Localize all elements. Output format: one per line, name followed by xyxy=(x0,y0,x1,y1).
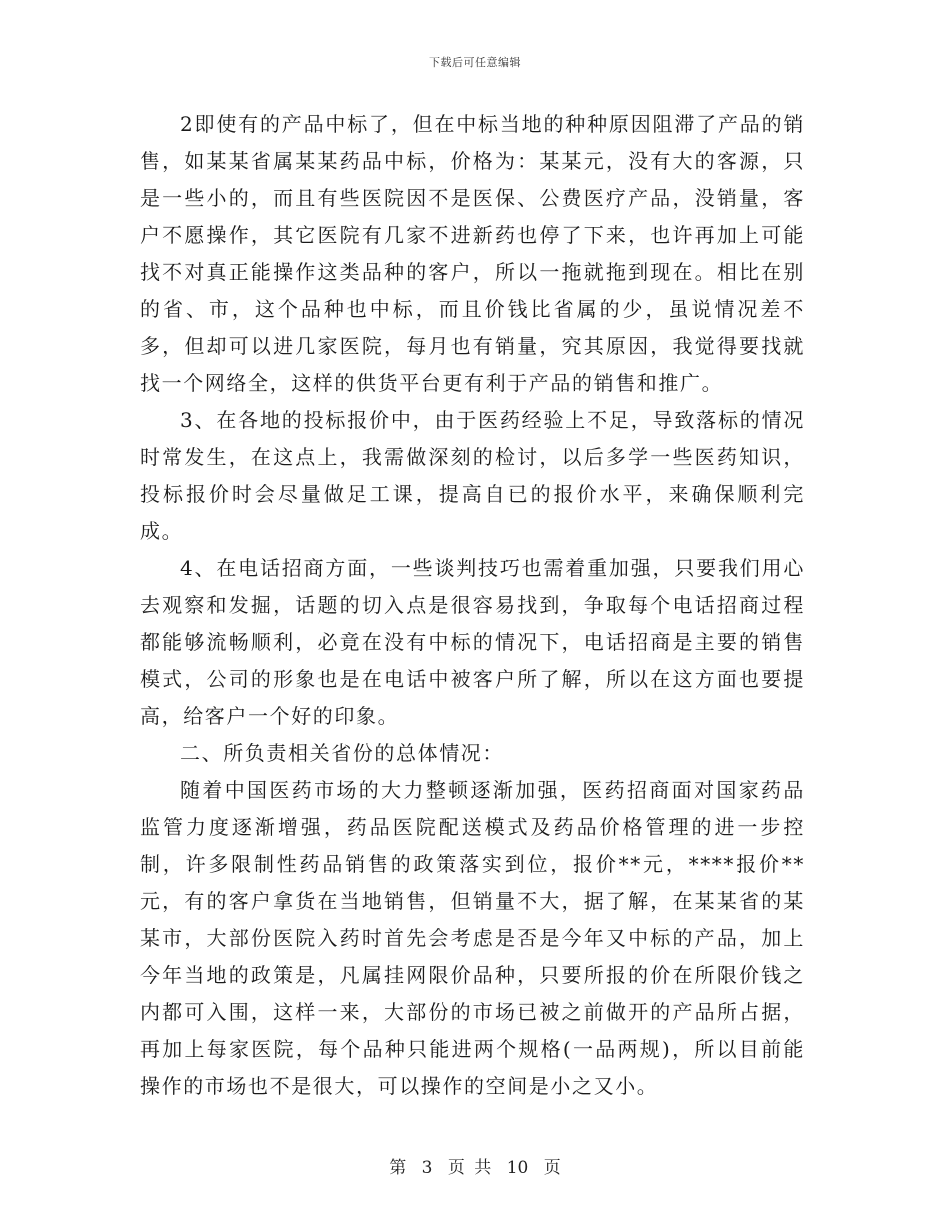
footer-middle: 页 共 xyxy=(447,1158,492,1178)
current-page-number: 3 xyxy=(421,1158,433,1178)
paragraph-market-situation: 随着中国医药市场的大力整顿逐渐加强，医药招商面对国家药品监管力度逐渐增强，药品医院配送模式及药品价格管理的进一步控制，许多限制性药品销售的政策落实到位，报价**元，****报价**元，有的客户拿货在当地销售，但销量不大，据了解，在某某省的某某市，大部份医院入药时首先会考虑是否是今年又中标的产品，加上今年当地的政策是，凡属挂网限价品种，只要所报的价在所限价钱之内都可入围，这样一来，大部份的市场已被之前做开的产品所占据，再加上每家医院，每个品种只能进两个规格(一品两规)，所以目前能操作的市场也不是很大，可以操作的空间是小之又小。 xyxy=(140,778,805,1098)
page-footer xyxy=(0,1153,950,1178)
document-body xyxy=(140,106,805,1105)
total-pages-number: 10 xyxy=(506,1158,529,1178)
paragraph-item-4: 4、在电话招商方面，一些谈判技巧也需着重加强，只要我们用心去观察和发掘，话题的切入点是很容易找到，争取每个电话招商过程都能够流畅顺利，必竟在没有中标的情况下，电话招商是主要的销售模式，公司的形象也是在电话中被客户所了解，所以在这方面也要提高，给客户一个好的印象。 xyxy=(140,556,805,728)
footer-suffix: 页 xyxy=(543,1158,561,1178)
paragraph-item-3: 3、在各地的投标报价中，由于医药经验上不足，导致落标的情况时常发生，在这点上，我需做深刻的检讨，以后多学一些医药知识，投标报价时会尽量做足工课，提高自已的报价水平，来确保顺利完成。 xyxy=(140,408,805,543)
page-header: 下载后可任意编辑 xyxy=(429,56,521,69)
footer-prefix: 第 xyxy=(389,1158,407,1178)
section-heading: 二、所负责相关省份的总体情况： xyxy=(180,741,504,765)
paragraph-item-2: 2即使有的产品中标了，但在中标当地的种种原因阻滞了产品的销售，如某某省属某某药品中标，价格为：某某元，没有大的客源，只是一些小的，而且有些医院因不是医保、公费医疗产品，没销量，客户不愿操作，其它医院有几家不进新药也停了下来，也许再加上可能找不对真正能操作这类品种的客户，所以一拖就拖到现在。相比在别的省、市，这个品种也中标，而且价钱比省属的少，虽说情况差不多，但却可以进几家医院，每月也有销量，究其原因，我觉得要找就找一个网络全，这样的供货平台更有利于产品的销售和推广。 xyxy=(140,112,805,395)
